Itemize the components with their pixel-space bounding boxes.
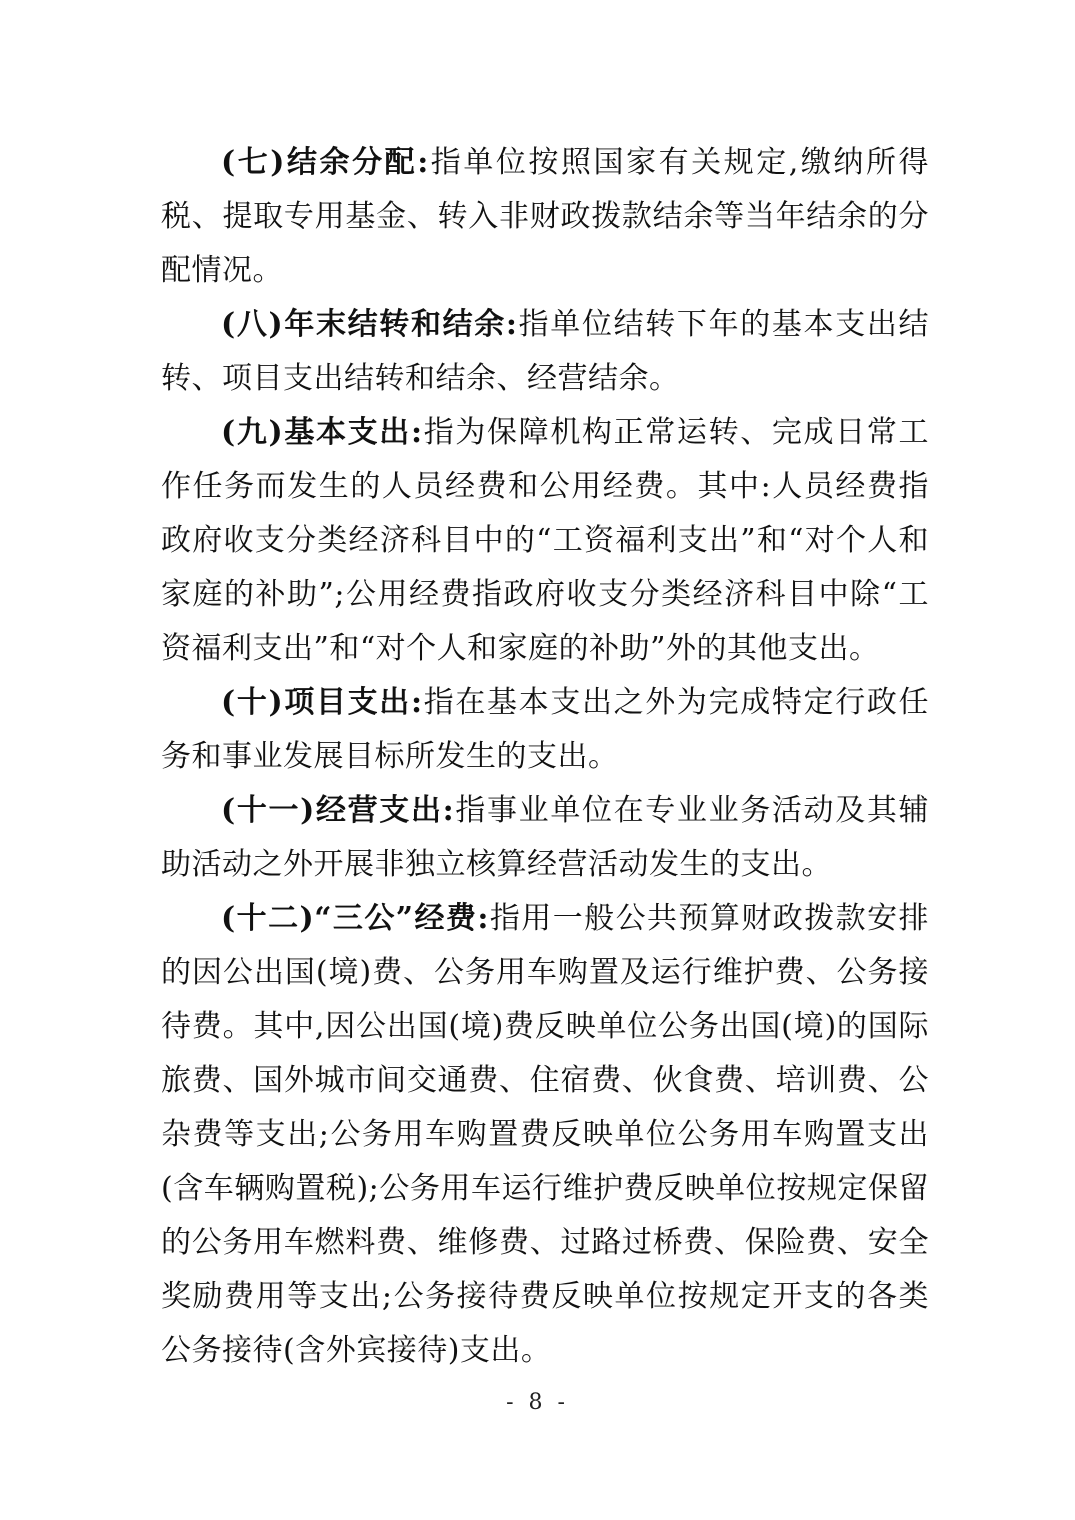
paragraph-item-12 [161, 892, 929, 1378]
paragraph-item-10 [161, 676, 929, 784]
paragraph-text: 指在基本支出之外为完成特定行政任务和事业发展目标所发生的支出。 [161, 685, 930, 774]
paragraph-item-11 [161, 784, 929, 892]
paragraph-text: 指单位按照国家有关规定,缴纳所得税、提取专用基金、转入非财政拨款结余等当年结余的分配情况。 [161, 145, 929, 288]
paragraph-item-8 [161, 298, 929, 406]
paragraph-heading: (八)年末结转和结余: [221, 307, 518, 342]
paragraph-heading: (十二)“三公”经费: [221, 901, 489, 936]
paragraph-item-9 [161, 406, 929, 676]
paragraph-text: 指事业单位在专业业务活动及其辅助活动之外开展非独立核算经营活动发生的支出。 [161, 793, 930, 882]
page-body-text [161, 136, 929, 1378]
paragraph-item-7 [161, 136, 929, 298]
paragraph-text: 指为保障机构正常运转、完成日常工作任务而发生的人员经费和公用经费。其中:人员经费指政府收支分类经济科目中的“工资福利支出”和“对个人和家庭的补助”;公用经费指政府收支分类经济科目中除“工资福利支出”和“对个人和家庭的补助”外的其他支出。 [161, 415, 930, 666]
paragraph-text: 指单位结转下年的基本支出结转、项目支出结转和结余、经营结余。 [161, 307, 929, 396]
paragraph-heading: (九)基本支出: [221, 415, 423, 450]
paragraph-heading: (十)项目支出: [221, 685, 423, 720]
paragraph-heading: (十一)经营支出: [221, 793, 455, 828]
paragraph-text: 指用一般公共预算财政拨款安排的因公出国(境)费、公务用车购置及运行维护费、公务接待费。其中,因公出国(境)费反映单位公务出国(境)的国际旅费、国外城市间交通费、住宿费、伙食费、培训费、公杂费等支出;公务用车购置费反映单位公务用车购置支出(含车辆购置税);公务用车运行维护费反映单位按规定保留的公务用车燃料费、维修费、过路过桥费、保险费、安全奖励费用等支出;公务接待费反映单位按规定开支的各类公务接待(含外宾接待)支出。 [161, 901, 930, 1368]
page-number: - 8 - [506, 1390, 569, 1415]
paragraph-heading: (七)结余分配: [221, 145, 429, 180]
